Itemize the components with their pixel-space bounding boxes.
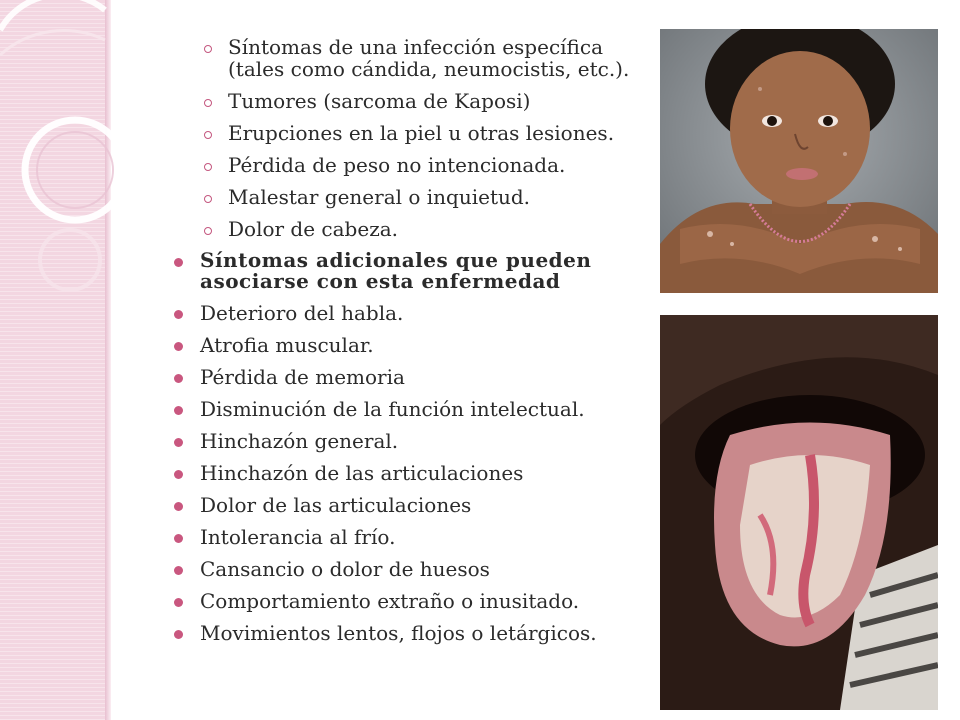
list-item: [160, 334, 660, 356]
list-item: [160, 366, 660, 388]
list-item-text: Movimientos lentos, flojos o letárgicos.: [200, 621, 597, 645]
section-heading-text: Síntomas adicionales que pueden asociarse con esta enfermedad: [200, 248, 592, 293]
filled-bullet-icon: [174, 374, 183, 383]
filled-bullet-icon: [174, 502, 183, 511]
list-item-text: Intolerancia al frío.: [200, 525, 396, 549]
sub-list-item: [160, 36, 660, 80]
sub-list-item: [160, 218, 660, 240]
sub-item-text: Síntomas de una infección específica (tales como cándida, neumocistis, etc.).: [228, 35, 630, 81]
list-item: [160, 590, 660, 612]
list-item-text: Atrofia muscular.: [200, 333, 374, 357]
list-item-text: Deterioro del habla.: [200, 301, 404, 325]
list-item: [160, 398, 660, 420]
list-item: [160, 430, 660, 452]
sub-item-text: Dolor de cabeza.: [228, 217, 399, 241]
filled-bullet-icon: [174, 438, 183, 447]
filled-bullet-icon: [174, 598, 183, 607]
sub-item-text: Erupciones en la piel u otras lesiones.: [228, 121, 615, 145]
hollow-bullet-icon: [204, 195, 212, 203]
main-bullet-list: [160, 250, 660, 644]
list-item-text: Comportamiento extraño o inusitado.: [200, 589, 580, 613]
section-heading: [160, 250, 660, 292]
tongue-with-white-plaques-photo: [660, 315, 938, 710]
filled-bullet-icon: [174, 470, 183, 479]
filled-bullet-icon: [174, 534, 183, 543]
list-item-text: Dolor de las articulaciones: [200, 493, 472, 517]
hollow-bullet-icon: [204, 163, 212, 171]
sub-list-item: [160, 154, 660, 176]
text-content: [160, 36, 660, 654]
decorative-rings: [0, 0, 130, 320]
list-item-text: Cansancio o dolor de huesos: [200, 557, 490, 581]
list-item-text: Pérdida de memoria: [200, 365, 405, 389]
filled-bullet-icon: [174, 630, 183, 639]
list-item-text: Hinchazón de las articulaciones: [200, 461, 524, 485]
filled-bullet-icon: [174, 342, 183, 351]
list-item: [160, 526, 660, 548]
list-item: [160, 494, 660, 516]
sub-list-item: [160, 90, 660, 112]
sub-list-item: [160, 122, 660, 144]
hollow-bullet-icon: [204, 227, 212, 235]
child-with-skin-lesions-photo: [660, 29, 938, 293]
list-item: [160, 302, 660, 324]
filled-bullet-icon: [174, 310, 183, 319]
list-item: [160, 462, 660, 484]
list-item: [160, 622, 660, 644]
list-item: [160, 558, 660, 580]
sub-item-text: Malestar general o inquietud.: [228, 185, 531, 209]
list-item-text: Disminución de la función intelectual.: [200, 397, 585, 421]
sub-item-text: Pérdida de peso no intencionada.: [228, 153, 566, 177]
filled-bullet-icon: [174, 406, 183, 415]
filled-bullet-icon: [174, 258, 183, 267]
sub-item-text: Tumores (sarcoma de Kaposi): [228, 89, 531, 113]
hollow-bullet-icon: [204, 131, 212, 139]
sub-bullet-list: [160, 36, 660, 240]
list-item-text: Hinchazón general.: [200, 429, 399, 453]
hollow-bullet-icon: [204, 99, 212, 107]
hollow-bullet-icon: [204, 45, 212, 53]
sub-list-item: [160, 186, 660, 208]
filled-bullet-icon: [174, 566, 183, 575]
